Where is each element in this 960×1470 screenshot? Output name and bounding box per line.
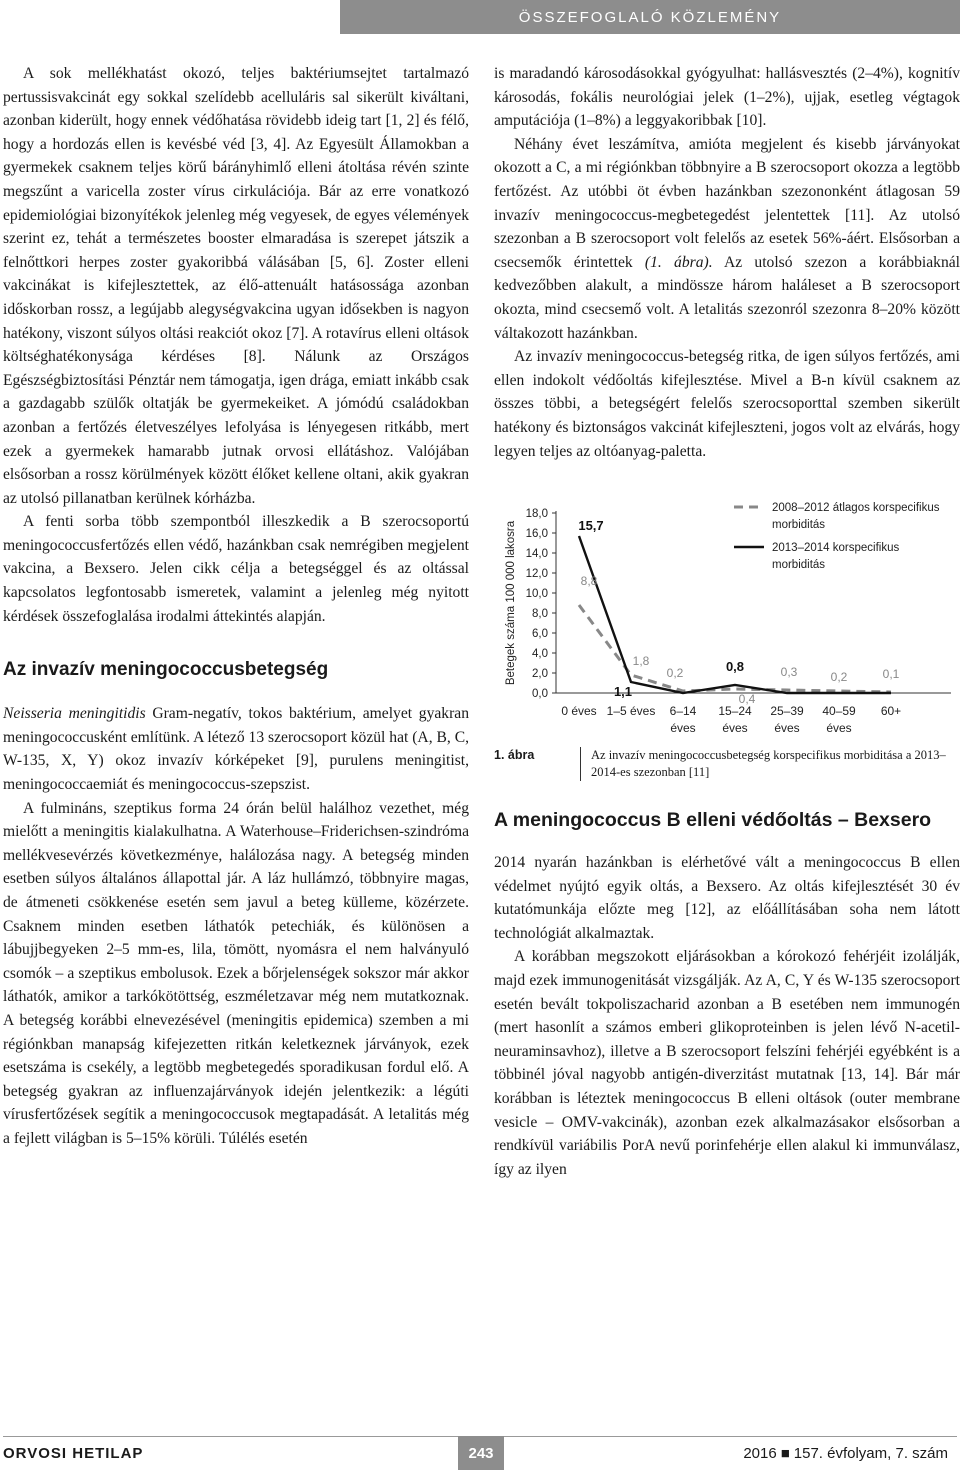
data-label: 1,1 — [613, 684, 633, 700]
y-tick-label: 2,0 — [532, 668, 548, 681]
figure-caption — [494, 747, 960, 781]
legend-label: morbiditás — [772, 519, 826, 532]
left-column — [3, 62, 469, 1151]
x-tick-label: 25–39 — [770, 704, 804, 719]
paragraph: A fulmináns, szeptikus forma 24 órán belül halálhoz vezethet, még mielőtt a meningitis kialakulhatna. A Waterhouse–Friderichsen-szindróma mellékvesevérzés következménye, halálozása nagy. A betegség minden esetben súlyos általános állapottal jár. A láz hullámzó, többnyire magas, de átmeneti csökkenése esetén sem javul a beteg külleme, közérzete. Csaknem minden esetben láthatók petechiák, és különösen a lábujjbegyeken 2–5 mm-es, lila, tömött, nyomásra el nem halványuló csomók – a szeptikus embolusok. Ezek a bőrjelenségek sokszor már akkor láthatók, amikor a tarkókötöttség, eszméletzavar még nem mutatkoznak. A betegség korábbi elnevezésével (meningitis epidemica) szemben a mi régiónkban manapság kifejezetten ritkán keletkeznek járványok, ezek esetszáma is csekély, a legtöbb megbetegedés sporadikusan fordul elő. A betegség gyakran az influenzajárványok idején jelentkezik: a légúti vírusfertőzések segítik a meningococcusok megtapadását. A letalitás még a fejlett világban is 5–15% körüli. Túlélés esetén — [3, 799, 469, 1147]
section-header — [340, 0, 960, 34]
data-label: 0,2 — [666, 666, 684, 681]
x-tick-label: 40–59 — [822, 704, 856, 719]
data-label: 0,4 — [738, 692, 756, 707]
issue-info: 2016 ■ 157. évfolyam, 7. szám — [743, 1445, 948, 1462]
species-name: Neisseria meningitidis — [3, 705, 146, 723]
x-tick-label: 15–24 — [718, 704, 752, 719]
y-tick-label: 4,0 — [532, 648, 548, 661]
x-tick-label: 1–5 éves — [606, 704, 656, 719]
y-tick-label: 8,0 — [532, 608, 548, 621]
paragraph: Néhány évet leszámítva, amióta megjelent és kisebb járványokat okozott a C, a mi régiónkban többnyire a B szerocsoport okozza a legtöbb fertőzést. Az utóbbi öt évben hazánkban szezononként átlagosan 59 invazív meningococcus-megbetegedést jelentettek [11]. Az utolsó szezonban a B szerocsoport volt felelős az esetek 56%-áért. Elsősorban a csecsemők érintettek (1. ábra). Az utolsó szezon a korábbiaknál kedvezőbben alakult, a mindössze három haláleset a B szerocsoport okozta, mind csecsemő volt. A letalitás szezonról szezonra 8–20% között váltakozott hazánkban. — [494, 135, 960, 342]
paragraph: A sok mellékhatást okozó, teljes baktériumsejtet tartalmazó pertussisvakcinát egy sokkal szelídebb acelluláris sal sikerült kiváltani, azonban kiderült, hogy ennek védőhatása rövidebb ideig tart [1, 2] és félő, hogy a hordozás ellen is kevésbé véd [3, 4]. Az Egyesült Államokban a gyermekek csaknem teljes körű bárányhimlő elleni átoltása révén szinte megszűnt a varicella zoster vírus cirkulációja. Bár az erre vonatkozó epidemiológiai bizonyítékok jelenleg még vegyesek, de egyes vélemények szerint ez, tehát a természetes booster elmaradása is szerepet játszik a felnőttkori herpes zoster gyakoribbá válásában [5, 6]. Zoster elleni vakcinákat is kifejlesztettek, az élő-attenuált hatásossága azonban időskorban rossz, a legújabb alegységvakcina ugyan idősekben is nagyon hatékony, viszont súlyos oltási reakciót okoz [7]. A rotavírus elleni oltások költséghatékonysága kérdéses [8]. Nálunk az Országos Egészségbiztosítási Pénztár nem támogatja, igen drága, emiatt inkább csak a gazdagabb szülők oltatják be gyermekeiket. A jómódú családokban azonban a fertőzés életveszélyes lefolyása is lényegesen ritkább, mert ezek a gyermekek hamarabb jutnak orvosi ellátáshoz. Valójában elsősorban a rossz körülmények között élőket kellene oltani, akik gyakran az utolsó pillanatban kerülnek kórházba. — [3, 65, 469, 507]
paragraph: 2014 nyarán hazánkban is elérhetővé vált a meningococcus B ellen védelmet nyújtó egyik oltás, a Bexsero. Az oltás kifejlesztését 30 év kutatómunkája előzte meg [12], az előállításában soha nem látott technológiát alkalmaztak. — [494, 854, 960, 942]
data-label: 8,8 — [580, 574, 598, 589]
journal-name: ORVOSI HETILAP — [3, 1445, 144, 1462]
y-tick-label: 18,0 — [525, 508, 548, 521]
page-number: 243 — [458, 1436, 504, 1470]
x-tick-label: éves — [670, 721, 696, 736]
y-tick-label: 12,0 — [525, 568, 548, 581]
data-label: 1,8 — [632, 654, 650, 669]
right-column — [494, 62, 960, 1181]
section-heading: Az invazív meningococcusbetegség — [3, 659, 329, 681]
figure-chart — [494, 495, 960, 735]
data-label: 15,7 — [578, 518, 604, 534]
page-footer — [0, 1436, 960, 1470]
paragraph: is maradandó károsodásokkal gyógyulhat: hallásvesztés (2–4%), kognitív károsodás, fokális neurológiai jelek (1–2%), ujjak, esetleg végtagok amputációja (1–8%) a leggyakoribbak [10]. — [494, 65, 960, 130]
y-tick-label: 6,0 — [532, 628, 548, 641]
x-tick-label: éves — [826, 721, 852, 736]
y-tick-label: 0,0 — [532, 688, 548, 701]
data-label: 0,3 — [780, 665, 798, 680]
section-heading: A meningococcus B elleni védőoltás – Bexsero — [494, 809, 932, 832]
data-label: 0,8 — [725, 659, 745, 675]
y-tick-label: 16,0 — [525, 528, 548, 541]
paragraph: Neisseria meningitidis Gram-negatív, tokos baktérium, amelyet gyakran meningococcusként említünk. A létező 13 szerocsoport közül hat (A, B, C, W-135, X, Y) okoz invazív kórképeket [9], purulens meningitist, meningococcaemiát és meningococcus-szepszist. — [3, 705, 469, 794]
legend-label: morbiditás — [772, 559, 826, 572]
data-label: 0,2 — [830, 670, 848, 685]
x-tick-label: 6–14 — [669, 704, 697, 719]
legend-label: 2013–2014 korspecifikus — [772, 542, 900, 555]
y-tick-label: 10,0 — [525, 588, 548, 601]
paragraph: Az invazív meningococcus-betegség ritka, de igen súlyos fertőzés, ami ellen indokolt védőoltás kifejlesztése. Mivel a B-n kívül csaknem az összes többi, a betegségért felelős szerocsoporttal szemben sikerült hatékony és biztonságos vakcinát kifejleszteni, jogos volt az elvárás, hogy legyen teljes az oltóanyag-paletta. — [494, 348, 960, 460]
x-tick-label: 60+ — [880, 704, 902, 719]
x-tick-label: éves — [774, 721, 800, 736]
paragraph: A fenti sorba több szempontból illeszkedik a B szerocsoportú meningococcusfertőzés ellen védő, hazánkban csak nemrégiben megjelent vakcina, a Bexsero. Jelen cikk célja a betegséggel és az oltással kapcsolatos legfontosabb ismeretek, valamint a jelenleg még nyitott kérdések összefoglalása irodalmi áttekintés alapján. — [3, 513, 469, 625]
section-label: ÖSSZEFOGLALÓ KÖZLEMÉNY — [518, 8, 782, 26]
x-tick-label: éves — [722, 721, 748, 736]
figure-reference: (1. ábra). — [644, 253, 713, 271]
paragraph: A korábban megszokott eljárásokban a kórokozó fehérjéit izolálják, majd ezek immunogenitását vizsgálják. Az A, C, Y és W-135 szerocsoport esetén bevált tokpoliszacharid azonban a B esetében nem immunogén (mert hasonlít a számos emberi glikoproteinben is jelen lévő N-acetil-neuraminsavhoz), illetve a B szerocsoport felszíni fehérjéi egyébként is a többinél jóval nagyobb antigén-diverzitást mutatnak [13, 14]. Bár már korábban is léteztek meningococcus B elleni oltások (outer membrane vesicle – OMV-vakcinák), azonban ezek alkalmazásakor elsősorban a rendkívül variábilis PorA nevű porinfehérje ellen alakul ki immunválasz, így az ilyen — [494, 948, 960, 1178]
caption-text: Az invazív meningococcusbetegség korspecifikus morbiditása a 2013–2014-es szezonban [11] — [580, 747, 960, 781]
x-tick-label: 0 éves — [561, 704, 597, 719]
legend-label: 2008–2012 átlagos korspecifikus — [772, 502, 940, 515]
issue-separator: ■ — [780, 1445, 790, 1462]
y-axis-label: Betegek száma 100 000 lakosra — [505, 520, 517, 686]
caption-label: 1. ábra — [494, 748, 535, 763]
chart-svg — [494, 495, 960, 735]
data-label: 0,1 — [882, 667, 900, 682]
y-tick-label: 14,0 — [525, 548, 548, 561]
